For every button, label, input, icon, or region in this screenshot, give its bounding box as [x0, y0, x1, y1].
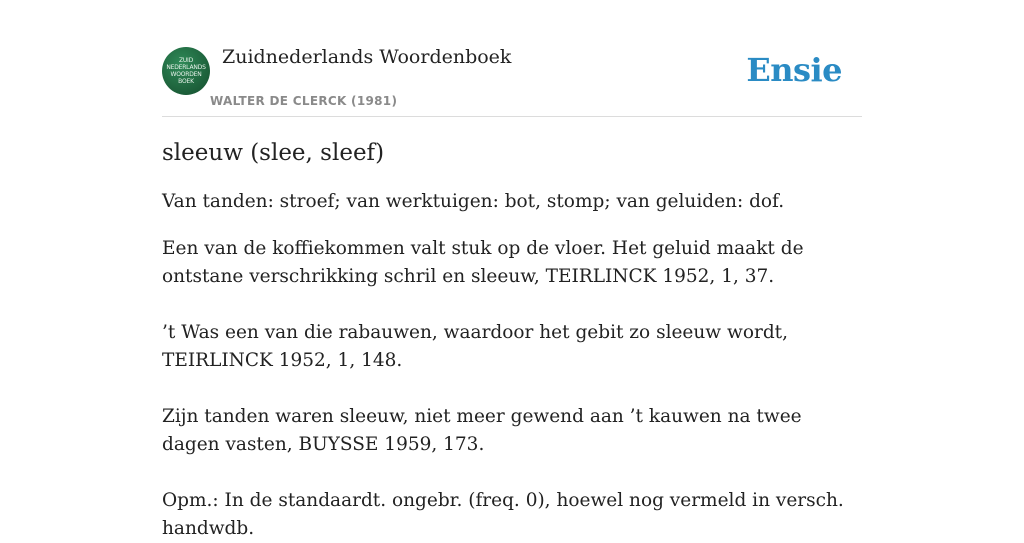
entry-content — [162, 140, 862, 543]
book-logo[interactable] — [162, 47, 210, 95]
book-title[interactable]: Zuidnederlands Woordenboek — [222, 46, 512, 68]
example-quote: ’t Was een van die rabauwen, waardoor het gebit zo sleeuw wordt, TEIRLINCK 1952, 1, 148. — [162, 322, 788, 371]
usage-note: Opm.: In de standaardt. ongebr. (freq. 0), hoewel nog vermeld in versch. handwdb. — [162, 490, 844, 539]
brand-logo-link[interactable]: Ensie — [746, 51, 842, 89]
logo-line: BOEK — [178, 78, 194, 85]
example-quote: Een van de koffiekommen valt stuk op de vloer. Het geluid maakt de ontstane verschrikking schril en sleeuw, TEIRLINCK 1952, 1, 37. — [162, 238, 804, 287]
logo-line: NEDERLANDS — [166, 64, 206, 71]
header — [162, 46, 862, 117]
book-author: WALTER DE CLERCK (1981) — [210, 94, 398, 108]
logo-line: WOORDEN — [170, 71, 202, 78]
example-quote: Zijn tanden waren sleeuw, niet meer gewend aan ’t kauwen na twee dagen vasten, BUYSSE 1959, 173. — [162, 406, 802, 455]
logo-line: ZUID — [178, 57, 194, 64]
definition: Van tanden: stroef; van werktuigen: bot, stomp; van geluiden: dof. — [162, 191, 785, 212]
headword: sleeuw (slee, sleef) — [162, 140, 385, 166]
